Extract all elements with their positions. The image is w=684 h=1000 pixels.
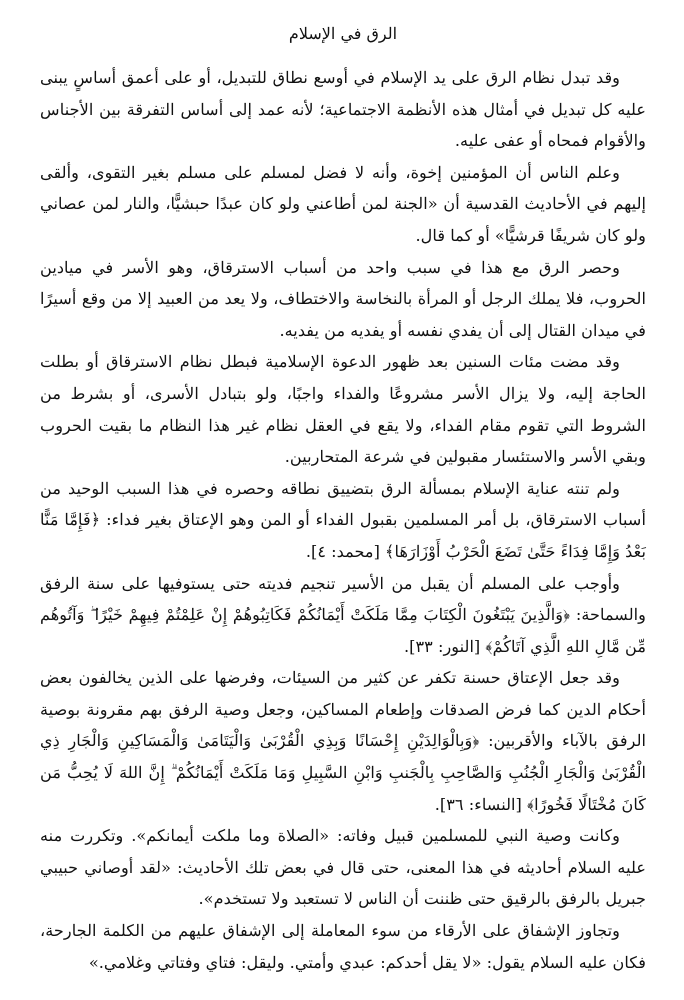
paragraph: وعلم الناس أن المؤمنين إخوة، وأنه لا فضل لمسلم على مسلم بغير التقوى، وألقى إليهم في الأحاديث القدسية أن «الجنة لمن أطاعني ولو كان عبدًا حبشيًّا، والنار لمن عصاني ولو كان شريفًا قرشيًّا» أو كما قال. bbox=[40, 162, 646, 245]
paragraph: وقد مضت مئات السنين بعد ظهور الدعوة الإسلامية فبطل نظام الاسترقاق أو بطلت الحاجة إليه، ولا يزال الأسر مشروعًا والفداء واجبًا، ولو بتبادل الأسرى، أو بشرط من الشروط التي تقوم مقام الفداء، ولا يقع في العقل نظام غير هذا النظام ما بقيت الحروب وبقي الأسر والاستئسار مقبولين في شرعة المتحاربين. bbox=[40, 352, 646, 467]
paragraph: وقد جعل الإعتاق حسنة تكفر عن كثير من السيئات، وفرضها على الذين يخالفون بعض أحكام الدين كما فرض الصدقات وإطعام المساكين، وجعل وصية الرفق بهم مقرونة بوصية الرفق بالآباء والأقربين: ﴿وَبِالْوَالِدَيْنِ إِحْسَانًا وَبِذِي الْقُرْبَىٰ وَالْيَتَامَىٰ وَالْمَسَاكِينِ وَالْجَارِ ذِي الْقُرْبَىٰ وَالْجَارِ الْجُنُبِ وَالصَّاحِبِ بِالْجَنبِ وَابْنِ السَّبِيلِ وَمَا مَلَكَتْ أَيْمَانُكُمْ ۗ إِنَّ اللهَ لَا يُحِبُّ مَن كَانَ مُخْتَالًا فَخُورًا﴾ [النساء: ٣٦]. bbox=[40, 668, 646, 814]
paragraph: ولم تنته عناية الإسلام بمسألة الرق بتضييق نطاقه وحصره في هذا السبب الوحيد من أسباب الاسترقاق، بل أمر المسلمين بقبول الفداء أو المن وهو الإعتاق بغير فداء: ﴿فَإِمَّا مَنًّا بَعْدُ وَإِمَّا فِدَاءً حَتَّىٰ تَضَعَ الْحَرْبُ أَوْزَارَهَا﴾ [محمد: ٤]. bbox=[40, 478, 646, 561]
paragraph: وتجاوز الإشفاق على الأرقاء من سوء المعاملة إلى الإشفاق عليهم من الكلمة الجارحة، فكان عليه السلام يقول: «لا يقل أحدكم: عبدي وأمتي. وليقل: فتاي وفتاتي وغلامي.» bbox=[40, 921, 646, 972]
paragraph: وأوجب على المسلم أن يقبل من الأسير تنجيم فديته حتى يستوفيها على سنة الرفق والسماحة: ﴿وَالَّذِينَ يَبْتَغُونَ الْكِتَابَ مِمَّا مَلَكَتْ أَيْمَانُكُمْ فَكَاتِبُوهُمْ إِنْ عَلِمْتُمْ فِيهِمْ خَيْرًا ۖ وَآتُوهُم مِّن مَّالِ اللهِ الَّذِي آتَاكُمْ﴾ [النور: ٣٣]. bbox=[40, 573, 646, 656]
running-head: الرق في الإسلام bbox=[288, 24, 398, 43]
body-text bbox=[40, 62, 646, 978]
paragraph: وقد تبدل نظام الرق على يد الإسلام في أوسع نطاق للتبديل، أو على أعمق أساسٍ يبنى عليه كل تبديل في أمثال هذه الأنظمة الاجتماعية؛ لأنه عمد إلى أساس التفرقة بين الأجناس والأقوام فمحاه أو عفى عليه. bbox=[40, 68, 646, 151]
paragraph: وحصر الرق مع هذا في سبب واحد من أسباب الاسترقاق، وهو الأسر في ميادين الحروب، فلا يملك الرجل أو المرأة بالنخاسة والاختطاف، ولا يعد من العبيد إلا من وقع أسيرًا في ميدان القتال إلى أن يفدي نفسه أو يفديه من يفديه. bbox=[40, 257, 646, 340]
paragraph: وكانت وصية النبي للمسلمين قبيل وفاته: «الصلاة وما ملكت أيمانكم». وتكررت منه عليه السلام أحاديثه في هذا المعنى، حتى قال في بعض تلك الأحاديث: «لقد أوصاني حبيبي جبريل بالرفق بالرقيق حتى ظننت أن الناس لا تستعبد ولا تستخدم». bbox=[40, 826, 646, 909]
